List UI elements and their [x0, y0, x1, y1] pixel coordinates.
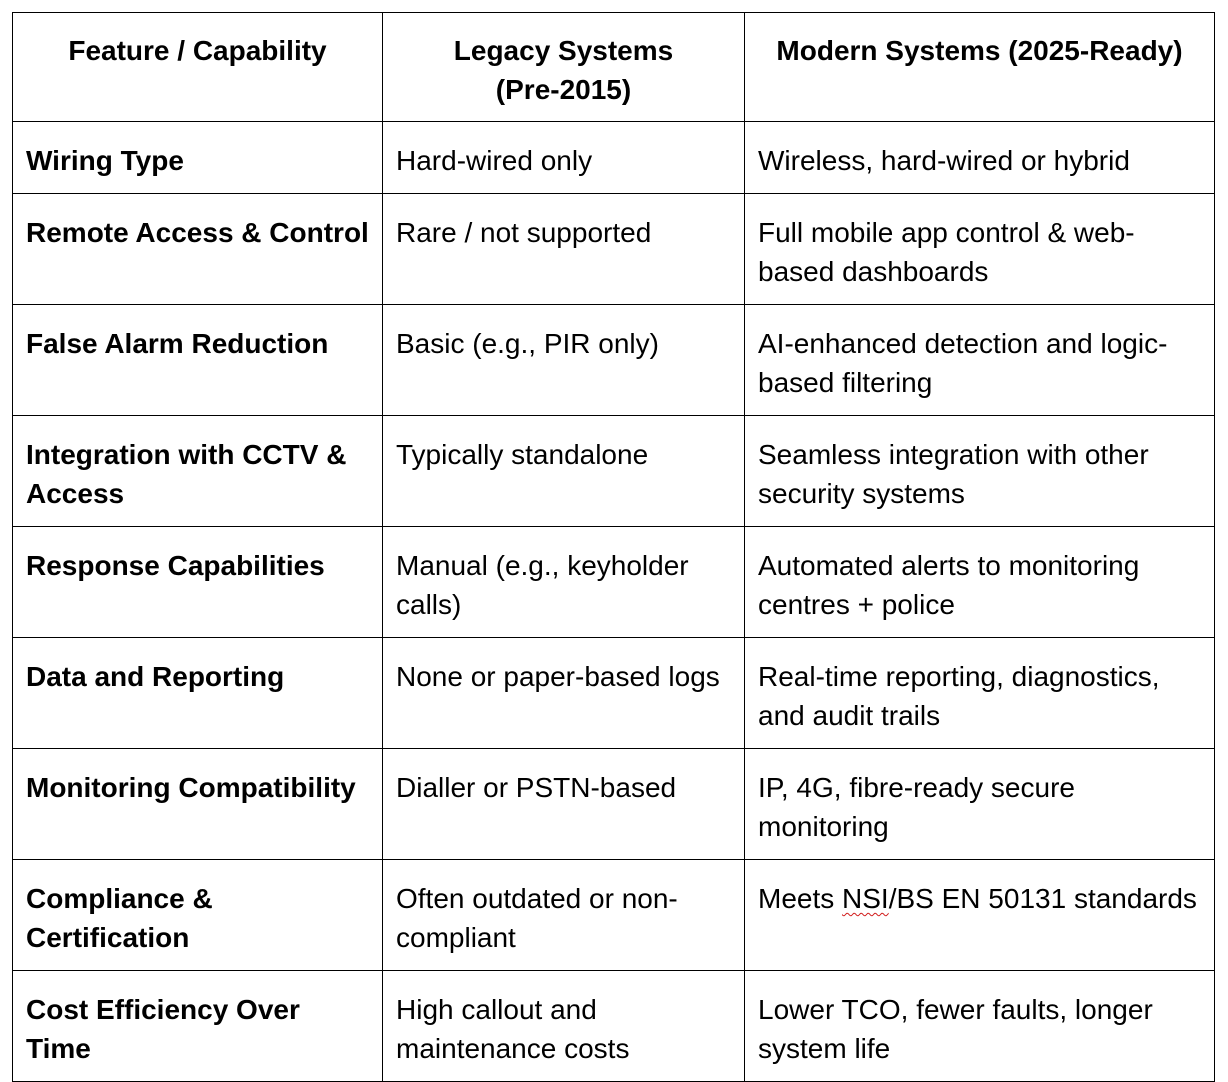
feature-cell: False Alarm Reduction	[13, 305, 383, 416]
legacy-cell: Typically standalone	[383, 416, 745, 527]
table-row	[13, 638, 1215, 749]
modern-cell: Wireless, hard-wired or hybrid	[745, 122, 1215, 194]
table-row	[13, 122, 1215, 194]
feature-cell: Integration with CCTV & Access	[13, 416, 383, 527]
modern-cell: IP, 4G, fibre-ready secure monitoring	[745, 749, 1215, 860]
header-legacy	[383, 13, 745, 122]
modern-cell	[745, 860, 1215, 971]
feature-cell: Compliance & Certification	[13, 860, 383, 971]
table-row	[13, 416, 1215, 527]
modern-cell-suffix: /BS EN 50131 standards	[888, 883, 1197, 914]
header-legacy-line2: (Pre-2015)	[495, 74, 632, 105]
table-row	[13, 860, 1215, 971]
feature-cell: Monitoring Compatibility	[13, 749, 383, 860]
feature-cell: Remote Access & Control	[13, 194, 383, 305]
header-legacy-line1: Legacy Systems	[453, 35, 674, 66]
legacy-cell: None or paper-based logs	[383, 638, 745, 749]
table-row	[13, 305, 1215, 416]
header-feature: Feature / Capability	[13, 13, 383, 122]
legacy-cell: High callout and maintenance costs	[383, 971, 745, 1082]
legacy-cell: Manual (e.g., keyholder calls)	[383, 527, 745, 638]
table-row	[13, 971, 1215, 1082]
modern-cell: Full mobile app control & web-based dashboards	[745, 194, 1215, 305]
legacy-cell: Hard-wired only	[383, 122, 745, 194]
modern-cell: AI-enhanced detection and logic-based filtering	[745, 305, 1215, 416]
modern-cell: Automated alerts to monitoring centres + police	[745, 527, 1215, 638]
table-row	[13, 194, 1215, 305]
feature-cell: Wiring Type	[13, 122, 383, 194]
spellcheck-flagged-word[interactable]: NSI	[842, 883, 889, 914]
feature-cell: Data and Reporting	[13, 638, 383, 749]
modern-cell: Real-time reporting, diagnostics, and audit trails	[745, 638, 1215, 749]
legacy-cell: Rare / not supported	[383, 194, 745, 305]
table-row	[13, 527, 1215, 638]
comparison-table	[12, 12, 1215, 1082]
modern-cell: Seamless integration with other security systems	[745, 416, 1215, 527]
table-row	[13, 749, 1215, 860]
modern-cell: Lower TCO, fewer faults, longer system life	[745, 971, 1215, 1082]
header-modern: Modern Systems (2025-Ready)	[745, 13, 1215, 122]
feature-cell: Cost Efficiency Over Time	[13, 971, 383, 1082]
feature-cell: Response Capabilities	[13, 527, 383, 638]
legacy-cell: Often outdated or non-compliant	[383, 860, 745, 971]
legacy-cell: Dialler or PSTN-based	[383, 749, 745, 860]
modern-cell-prefix: Meets	[758, 883, 843, 914]
header-row	[13, 13, 1215, 122]
legacy-cell: Basic (e.g., PIR only)	[383, 305, 745, 416]
